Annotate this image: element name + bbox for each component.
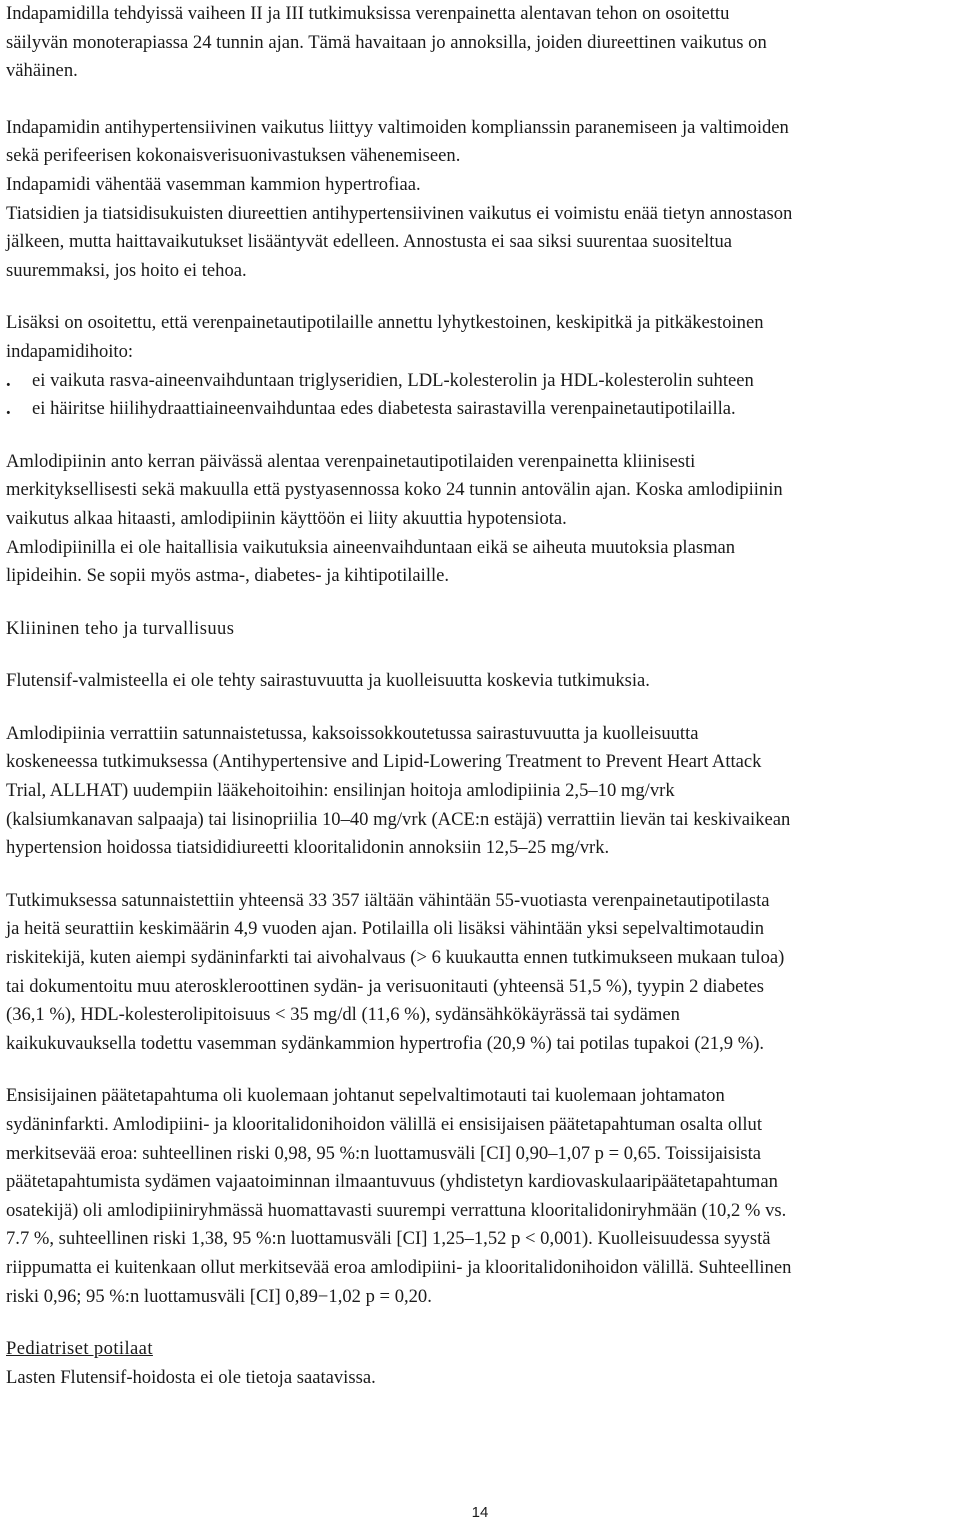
paragraph-pediatric: [6, 1364, 956, 1393]
text-line: Tutkimuksessa satunnaistettiin yhteensä 33 357 iältään vähintään 55-vuotiasta verenpainetautipotilasta: [6, 889, 770, 911]
text-line: tai dokumentoitu muu ateroskleroottinen sydän- ja verisuonitauti (yhteensä 51,5 %), tyypin 2 diabetes: [6, 975, 765, 997]
text-line: lipideihin. Se sopii myös astma-, diabetes- ja kihtipotilaille.: [6, 565, 450, 587]
text-line: Amlodipiinia verrattiin satunnaistetussa, kaksoissokkoutetussa sairastuvuutta ja kuolleisuutta: [6, 722, 699, 744]
text-line: Flutensif-valmisteella ei ole tehty sairastuvuutta ja kuolleisuutta koskevia tutkimuksia.: [6, 670, 650, 692]
text-line: Ensisijainen päätetapahtuma oli kuolemaan johtanut sepelvaltimotauti tai kuolemaan johtamaton: [6, 1085, 725, 1107]
bullet-marker: .: [6, 398, 11, 420]
text-line: (36,1 %), HDL-kolesterolipitoisuus < 35 mg/dl (11,6 %), sydänsähkökäyrässä tai sydämen: [6, 1004, 680, 1026]
text-line: (kalsiumkanavan salpaaja) tai lisinopriilia 10–40 mg/vrk (ACE:n estäjä) verrattiin lievän tai keskivaikean: [6, 808, 791, 830]
text-line: sekä perifeerisen kokonaisverisuonivastuksen vähenemiseen.: [6, 145, 461, 167]
page-number: 14: [471, 1504, 489, 1521]
paragraph-flutensif-studies: [6, 667, 956, 696]
text-line: Lisäksi on osoitettu, että verenpainetautipotilaille annettu lyhytkestoinen, keskipitkä ja pitkäkestoinen: [6, 312, 764, 334]
text-line: koskeneessa tutkimuksessa (Antihypertensive and Lipid-Lowering Treatment to Prevent Heart Attack: [6, 751, 762, 773]
text-line: Trial, ALLHAT) uudempiin lääkehoitoihin: ensilinjan hoitoja amlodipiinia 2,5–10 mg/vrk: [6, 780, 675, 802]
bullet-item: [6, 395, 956, 424]
text-line: säilyvän monoterapiassa 24 tunnin ajan. Tämä havaitaan jo annoksilla, joiden diureettinen vaikutus on: [6, 31, 767, 53]
text-line: indapamidihoito:: [6, 340, 134, 362]
section-heading-clinical-efficacy: Kliininen teho ja turvallisuus: [6, 617, 235, 639]
text-line: suuremmaksi, jos hoito ei tehoa.: [6, 259, 247, 281]
text-line: vähäinen.: [6, 60, 78, 82]
text-line: kaikukuvauksella todettu vasemman sydänkammion hypertrofia (20,9 %) tai potilas tupakoi (21,9 %).: [6, 1032, 765, 1054]
text-line: Indapamidin antihypertensiivinen vaikutus liittyy valtimoiden komplianssin paranemiseen ja valtimoiden: [6, 116, 789, 138]
bullet-text: ei häiritse hiilihydraattiaineenvaihduntaa edes diabetesta sairastavilla verenpainetautipotilailla.: [32, 398, 736, 420]
text-line: Indapamidi vähentää vasemman kammion hypertrofiaa.: [6, 173, 421, 195]
text-line: merkityksellisesti sekä makuulla että pystyasennossa koko 24 tunnin antovälin ajan. Koska amlodipiinin: [6, 479, 783, 501]
bullet-marker: .: [6, 369, 11, 391]
paragraph-trial-endpoints: [6, 1082, 956, 1311]
paragraph-indapamide-efficacy: [6, 0, 956, 86]
text-line: riskitekijä, kuten aiempi sydäninfarkti tai aivohalvaus (> 6 kuukautta ennen tutkimukseen mukaan tuloa): [6, 947, 785, 969]
text-line: Tiatsidien ja tiatsidisukuisten diureettien antihypertensiivinen vaikutus ei voimistu enää tietyn annostason: [6, 202, 793, 224]
bullet-item: [6, 367, 956, 396]
text-line: vaikutus alkaa hitaasti, amlodipiinin käyttöön ei liity akuuttia hypotensiota.: [6, 507, 567, 529]
text-line: ja heitä seurattiin keskimäärin 4,9 vuoden ajan. Potilailla oli lisäksi vähintään yksi sepelvaltimotaudin: [6, 918, 765, 940]
paragraph-amlodipine-effect: [6, 448, 956, 591]
text-line: merkitsevää eroa: suhteellinen riski 0,98, 95 %:n luottamusväli [CI] 0,90–1,07 p = 0,65. Toissijaisista: [6, 1142, 762, 1164]
text-line: 7.7 %, suhteellinen riski 1,38, 95 %:n luottamusväli [CI] 1,25–1,52 p < 0,001). Kuolleisuudessa syystä: [6, 1228, 771, 1250]
text-line: päätetapahtumista sydämen vajaatoiminnan ilmaantuvuus (yhdistetyn kardiovaskulaaripäätetapahtuman: [6, 1171, 778, 1193]
paragraph-allhat-trial: [6, 720, 956, 863]
paragraph-indapamide-long-term: [6, 309, 956, 366]
text-line: Indapamidilla tehdyissä vaiheen II ja III tutkimuksissa verenpainetta alentavan tehon on osoitettu: [6, 3, 730, 24]
bullet-text: ei vaikuta rasva-aineenvaihduntaan triglyseridien, LDL-kolesterolin ja HDL-kolesterolin suhteen: [32, 369, 754, 391]
document-page: [6, 0, 956, 1392]
text-line: Amlodipiinin anto kerran päivässä alentaa verenpainetautipotilaiden verenpainetta kliinisesti: [6, 450, 696, 472]
section-heading-pediatric: Pediatriset potilaat: [6, 1338, 153, 1360]
text-line: sydäninfarkti. Amlodipiini- ja klooritalidonihoidon välillä ei ensisijaisen päätetapahtuman osalta ollut: [6, 1114, 762, 1135]
text-line: Amlodipiinilla ei ole haitallisia vaikutuksia aineenvaihduntaan eikä se aiheuta muutoksia plasman: [6, 536, 736, 558]
text-line: hypertension hoidossa tiatsididiureetti klooritalidonin annoksiin 12,5–25 mg/vrk.: [6, 837, 610, 859]
text-line: riski 0,96; 95 %:n luottamusväli [CI] 0,89−1,02 p = 0,20.: [6, 1285, 432, 1307]
text-line: jälkeen, mutta haittavaikutukset lisääntyvät edelleen. Annostusta ei saa siksi suurentaa suositeltua: [6, 231, 733, 253]
paragraph-trial-population: [6, 887, 956, 1059]
text-line: Lasten Flutensif-hoidosta ei ole tietoja saatavissa.: [6, 1366, 376, 1388]
text-line: osatekijä) oli amlodipiiniryhmässä huomattavasti suurempi verrattuna klooritalidoniryhmään (10,2 % vs.: [6, 1199, 787, 1221]
paragraph-indapamide-mechanism: [6, 114, 956, 286]
text-line: riippumatta ei kuitenkaan ollut merkitsevää eroa amlodipiini- ja klooritalidonihoidon välillä. Suhteellinen: [6, 1256, 792, 1278]
